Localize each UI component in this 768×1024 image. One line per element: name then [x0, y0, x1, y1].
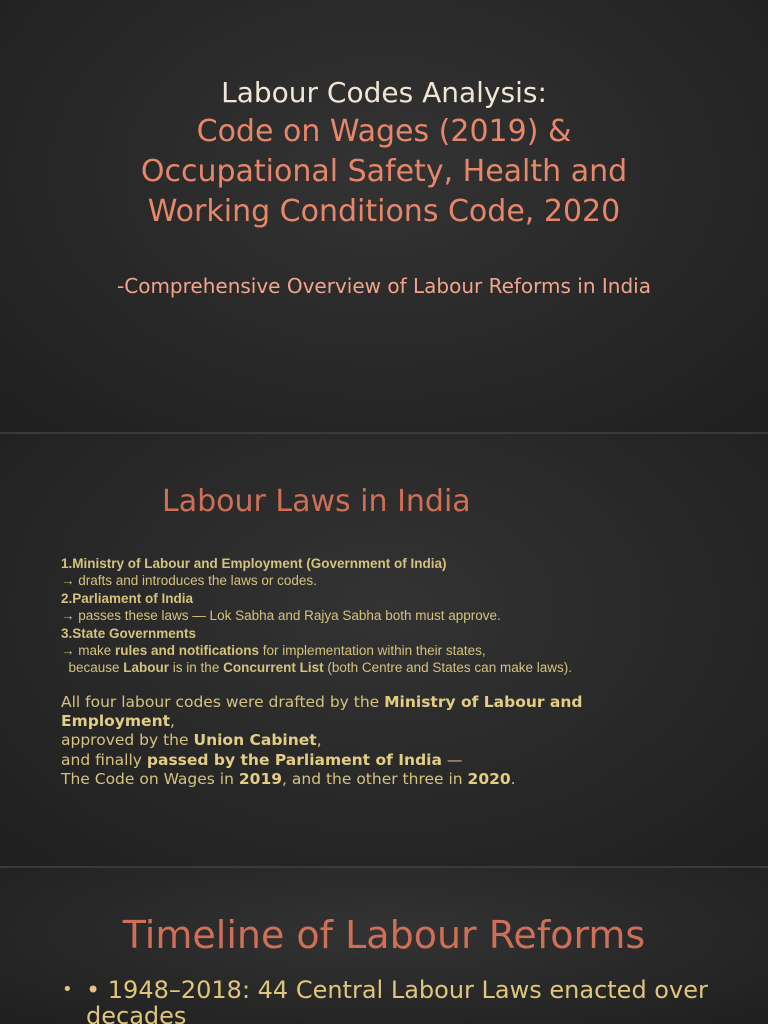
text-span: for implementation within their states,: [259, 643, 486, 659]
text-span-bold: Ministry of Labour and Employment: [61, 693, 583, 731]
bullet-list: [60, 977, 720, 1024]
bullet-icon: •: [62, 979, 73, 1000]
text-span: All four labour codes were drafted by the: [61, 693, 385, 711]
text-span: (both Centre and States can make laws).: [323, 660, 572, 676]
slide-subtitle: -Comprehensive Overview of Labour Reforms in India: [117, 274, 651, 298]
slide-heading: Labour Laws in India: [162, 484, 471, 519]
slide-main-title: [0, 112, 768, 232]
text-span: → make: [61, 643, 116, 659]
main-title-line-2: Occupational Safety, Health and: [140, 154, 628, 189]
text-span-bold: 2019: [238, 769, 283, 788]
text-span: , and the other three in: [282, 769, 468, 788]
text-span-bold: rules and notifications: [115, 643, 260, 659]
text-span-bold: Union Cabinet: [193, 731, 317, 750]
bullet-item: [60, 977, 720, 1024]
process-list: [61, 555, 721, 677]
summary-paragraph: [61, 693, 671, 789]
list-item-desc: [61, 642, 721, 659]
text-span: .: [510, 769, 516, 788]
text-span: and finally: [61, 750, 147, 769]
text-span: ,: [170, 712, 175, 731]
slide-pre-title: Labour Codes Analysis:: [221, 76, 547, 109]
text-span-bold: Labour: [123, 660, 170, 676]
paragraph-line: [61, 693, 671, 731]
list-item-desc: → passes these laws — Lok Sabha and Rajya Sabha both must approve.: [61, 608, 501, 624]
text-span-bold: passed by the Parliament of India: [146, 750, 442, 769]
slide-heading: Timeline of Labour Reforms: [122, 913, 646, 957]
slide-timeline: [0, 868, 768, 1024]
paragraph-line: [61, 731, 671, 750]
list-item-heading: 1.Ministry of Labour and Employment (Government of India): [61, 556, 447, 571]
paragraph-line: [61, 770, 671, 789]
main-title-line-3: Working Conditions Code, 2020: [147, 194, 621, 229]
text-span: —: [441, 750, 463, 769]
text-span: is in the: [169, 660, 224, 676]
main-title-line-1: Code on Wages (2019) &: [196, 114, 572, 149]
list-item-heading: 3.State Governments: [61, 625, 197, 641]
text-span-bold: Concurrent List: [223, 660, 324, 676]
list-item-desc: [61, 659, 721, 676]
text-span: approved by the: [61, 731, 194, 750]
slide-labour-laws: [0, 434, 768, 866]
text-span: because: [61, 660, 124, 676]
bullet-text: • 1948–2018: 44 Central Labour Laws enacted over decades: [86, 976, 708, 1024]
list-item-heading: 2.Parliament of India: [61, 590, 194, 606]
paragraph-line: [61, 751, 671, 770]
list-item-desc: → drafts and introduces the laws or codes.: [61, 573, 317, 589]
text-span-bold: 2020: [467, 769, 511, 788]
text-span: The Code on Wages in: [61, 769, 239, 788]
slide-title: [0, 0, 768, 432]
text-span: ,: [316, 731, 322, 750]
